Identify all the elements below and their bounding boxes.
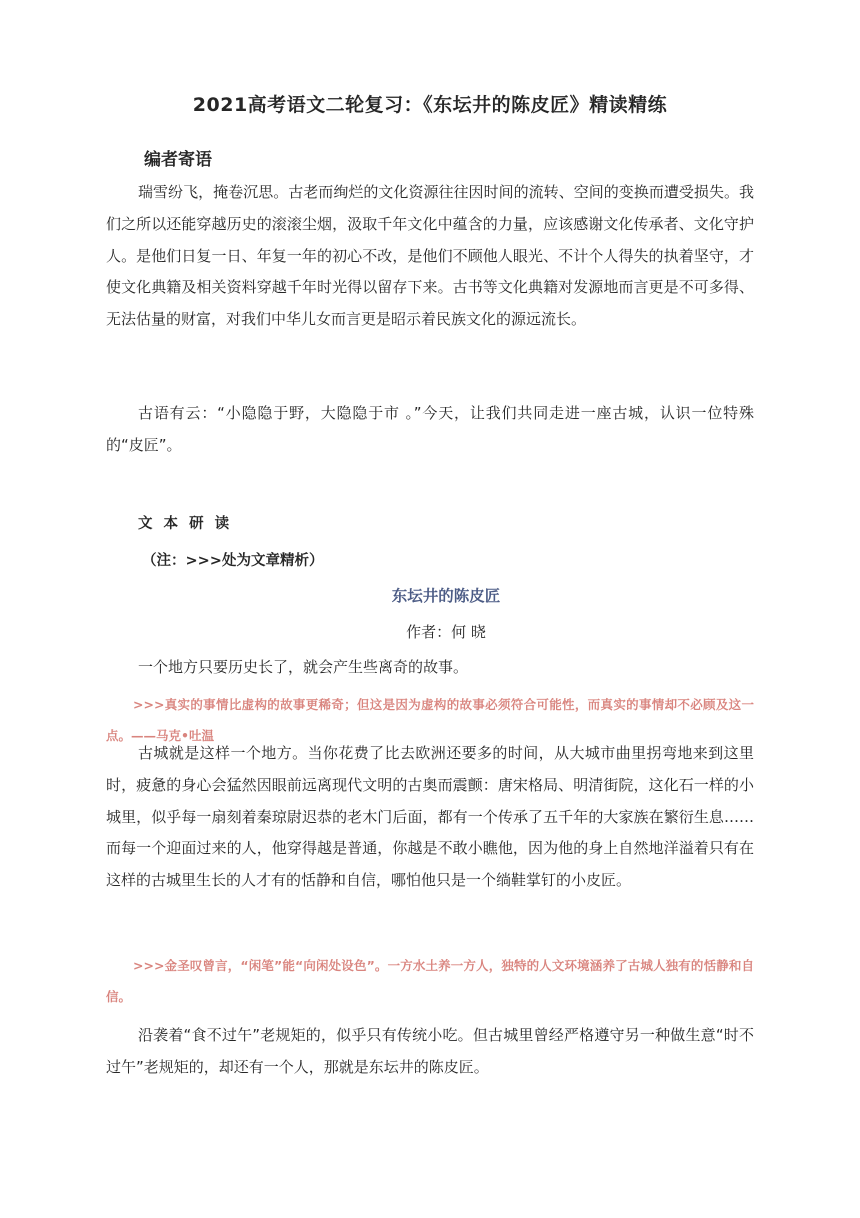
article-title: 东坛井的陈皮匠: [391, 587, 501, 605]
intro-paragraph: 古语有云：“小隐隐于野，大隐隐于市 。”今天，让我们共同走进一座古城，认识一位特殊的“皮匠”。: [106, 404, 754, 454]
document-title: 2021高考语文二轮复习：《东坛井的陈皮匠》精读精练: [192, 94, 668, 116]
editor-note-heading: 编者寄语: [144, 150, 212, 170]
article-paragraph: 古城就是这样一个地方。当你花费了比去欧洲还要多的时间，从大城市曲里拐弯地来到这里时，疲惫的身心会猛然因眼前远离现代文明的古奥而震颤：唐宋格局、明清街院，这化石一样的小城里，似乎每一扇刻着秦琼尉迟恭的老木门后面，都有一个传承了五千年的大家族在繁衍生息……而每一个迎面过来的人，他穿得越是普通，你越是不敢小瞧他，因为他的身上自然地洋溢着只有在这样的古城里生长的人才有的恬静和自信，哪怕他只是一个绱鞋掌钉的小皮匠。: [106, 744, 754, 890]
article-paragraph: 一个地方只要历史长了，就会产生些离奇的故事。: [138, 658, 469, 676]
section-note: （注：>>>处为文章精析）: [142, 553, 324, 569]
article-author: 作者：何 晓: [406, 623, 486, 641]
section-heading: 文 本 研 读: [138, 516, 233, 532]
analysis-comment: >>>真实的事情比虚构的故事更稀奇；但这是因为虚构的故事必须符合可能性，而真实的事情却不必顾及这一点。——马克•吐温: [106, 697, 754, 743]
article-paragraph: 沿袭着“食不过午”老规矩的，似乎只有传统小吃。但古城里曾经严格遵守另一种做生意“时不过午”老规矩的，却还有一个人，那就是东坛井的陈皮匠。: [106, 1026, 754, 1076]
analysis-comment: >>>金圣叹曾言，“闲笔”能“向闲处设色”。一方水土养一方人，独特的人文环境涵养了古城人独有的恬静和自信。: [106, 958, 754, 1004]
intro-paragraph: 瑞雪纷飞，掩卷沉思。古老而绚烂的文化资源往往因时间的流转、空间的变换而遭受损失。我们之所以还能穿越历史的滚滚尘烟，汲取千年文化中蕴含的力量，应该感谢文化传承者、文化守护人。是他们日复一日、年复一年的初心不改，是他们不顾他人眼光、不计个人得失的执着坚守，才使文化典籍及相关资料穿越千年时光得以留存下来。古书等文化典籍对发源地而言更是不可多得、无法估量的财富，对我们中华儿女而言更是昭示着民族文化的源远流长。: [106, 183, 754, 329]
